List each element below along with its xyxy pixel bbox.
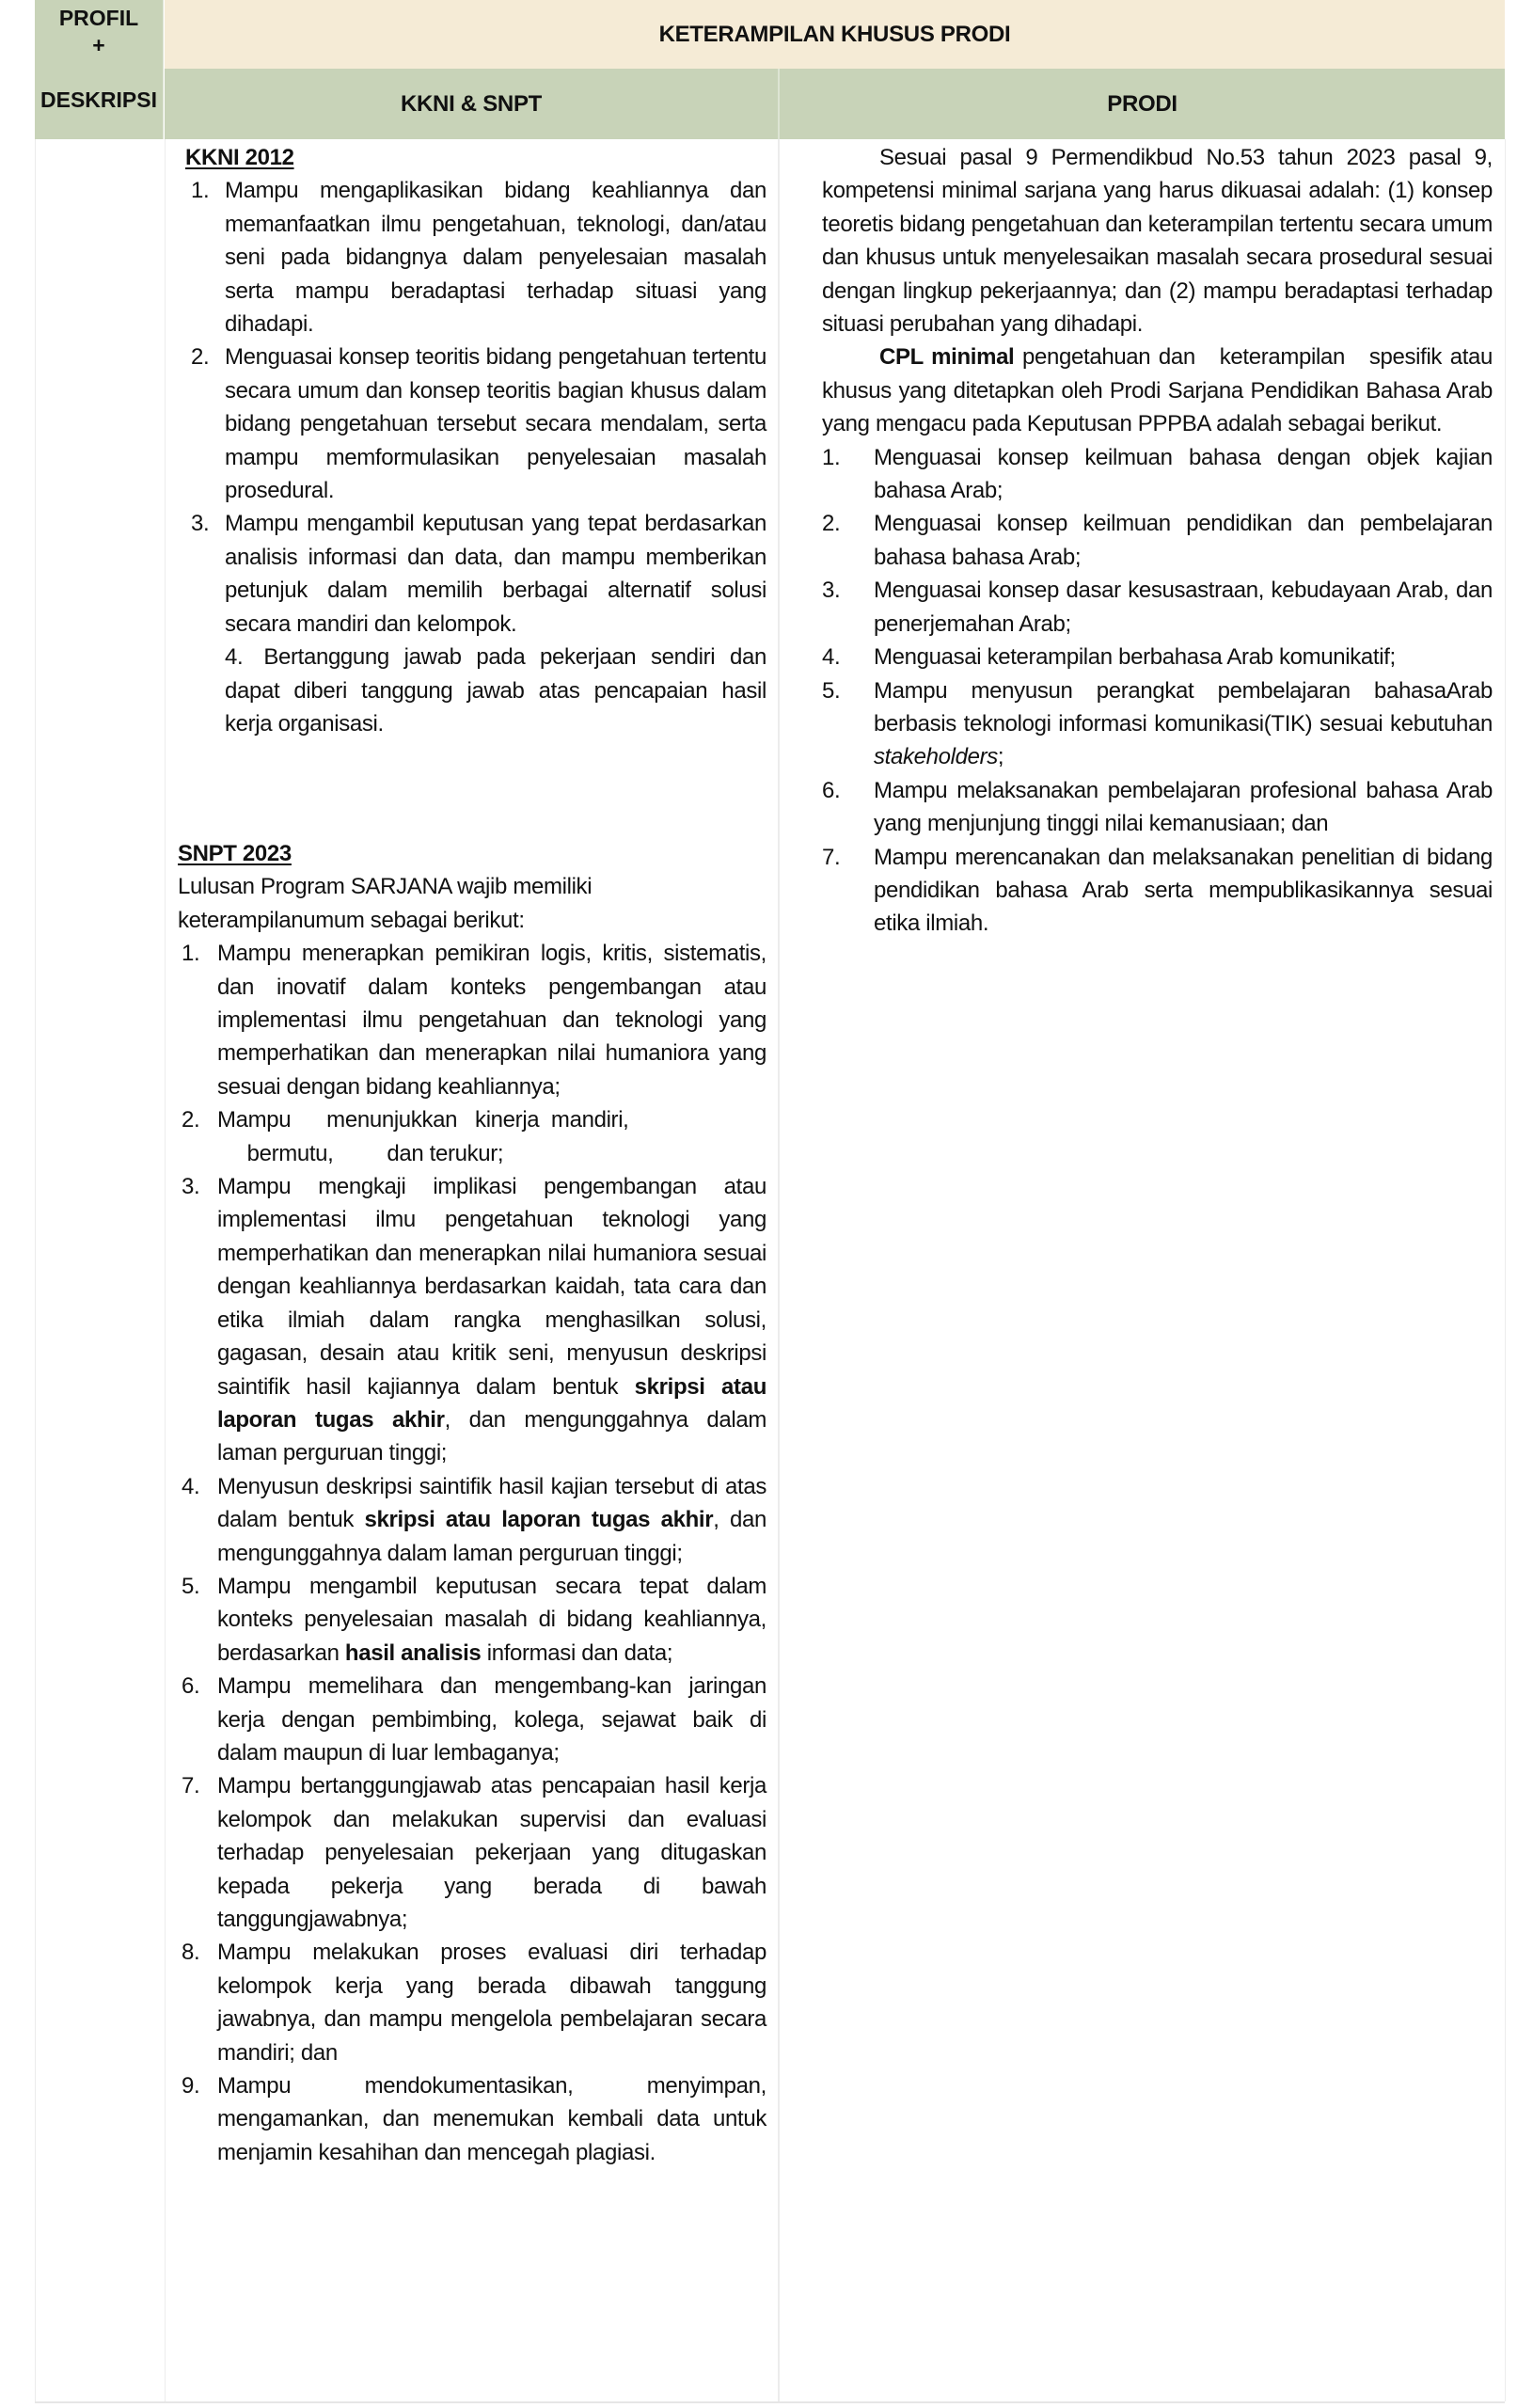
prodi-paragraph-1: Sesuai pasal 9 Permendikbud No.53 tahun 2023 pasal 9, kompetensi minimal sarjana yang harus dikuasai adalah: (1) konsep teoretis bidang pengetahuan dan keterampilan tertentu secara umum dan khusus untuk menyelesaikan masalah secara prosedural sesuai dengan lingkup pekerjaannya; dan (2) mampu beradaptasi terhadap situasi perubahan yang dihadapi. [822,145,1493,338]
header-deskripsi-label: DESKRIPSI [40,87,157,112]
prodi-list [822,441,1493,941]
item-text: Menyusun deskripsi saintifik hasil kajian tersebut di atas dalam bentuk [217,1473,766,1533]
list-item [822,574,1493,641]
list-item [822,441,1493,508]
item-text: Mampu menerapkan pemikiran logis, kritis, sistematis, dan inovatif dalam konteks pengembangan atau implementasi ilmu pengetahuan dan teknologi yang memperhatikan dan menerapkan nilai humaniora yang sesuai dengan bidang keahliannya; [217,941,766,1100]
item-text: Menguasai konsep teoritis bidang pengetahuan tertentu secara umum dan konsep teoritis bagian khusus dalam bidang pengetahuan tersebut secara mendalam, serta mampu memformulasikan penyelesaian masalah prosedural. [225,344,766,504]
item-text: Mampu merencanakan dan melaksanakan penelitian di bidang pendidikan bahasa Arab serta mempublikasikannya sesuai etika ilmiah. [874,844,1493,937]
cpl-minimal-label: CPL minimal [879,344,1015,371]
item-number: 1. [182,941,200,967]
item-text: ; [997,744,1004,770]
profil-cell [35,139,166,2401]
list-item [178,1936,766,2069]
item-number: 1. [191,178,210,204]
item-text-line2: bermutu, dan terukur; [217,1140,504,1166]
item-number: 2. [822,511,841,537]
kkni-heading: KKNI 2012 [185,145,294,170]
header-kkni-snpt: KKNI & SNPT [165,69,780,139]
kkni-list [185,174,766,740]
prodi-paragraph-2-text: pengetahuan dan keterampilan spesifik atau khusus yang ditetapkan oleh Prodi Sarjana Pendidikan Bahasa Arab yang mengacu pada Keputusan PPPBA adalah sebagai berikut. [822,344,1499,437]
item-text: , dan mengunggahnya dalam laman perguruan tinggi; [217,1406,766,1466]
list-item [822,674,1493,774]
item-text: Mampu memelihara dan mengembang-kan jaringan kerja dengan pembimbing, kolega, sejawat baik di dalam maupun di luar lembaganya; [217,1673,766,1766]
item-number: 7. [822,844,841,870]
item-number: 5. [822,677,841,704]
item-text: Menguasai konsep keilmuan pendidikan dan pembelajaran bahasa bahasa Arab; [874,511,1493,570]
item-text: Menguasai konsep keilmuan bahasa dengan objek kajian bahasa Arab; [874,444,1493,504]
item-number: 4. [182,1473,200,1499]
item-number: 6. [822,777,841,803]
item-text-italic: stakeholders [874,744,998,770]
snpt-section [178,837,766,2169]
list-item [178,937,766,1103]
item-number: 1. [822,444,841,470]
item-text: Mampu mendokumentasikan, menyimpan, mengamankan, dan menemukan kembali data untuk menjamin kesahihan dan mencegah plagiasi. [217,2073,766,2165]
item-number: 4. [822,644,841,671]
list-item [822,641,1493,673]
item-text-line1: Mampu menunjukkan kinerja mandiri, [217,1107,629,1133]
prodi-section [822,141,1499,941]
list-item [178,1470,766,1570]
header-title: KETERAMPILAN KHUSUS PRODI [165,0,1505,69]
list-item [822,507,1493,574]
item-text: Mampu mengaplikasikan bidang keahliannya dan memanfaatkan ilmu pengetahuan, teknologi, dan/atau seni pada bidangnya dalam penyelesaian masalah serta mampu beradaptasi terhadap situasi yang dihadapi. [225,178,766,338]
snpt-intro-line2: keterampilanumum sebagai berikut: [178,907,525,933]
list-item [178,1170,766,1470]
item-text: Mampu melaksanakan pembelajaran profesional bahasa Arab yang menjunjung tinggi nilai kemanusiaan; dan [874,777,1493,837]
item-text: Mampu mengambil keputusan yang tepat berdasarkan analisis informasi dan data, dan mampu memberikan petunjuk dalam memilih berbagai alternatif solusi secara mandiri dan kelompok. [225,511,766,637]
list-item [178,1670,766,1769]
item-text: Menguasai konsep dasar kesusastraan, kebudayaan Arab, dan penerjemahan Arab; [874,578,1493,637]
item-number: 6. [182,1673,200,1700]
item-number: 4. [225,644,244,671]
item-text: Menguasai keterampilan berbahasa Arab komunikatif; [874,644,1396,671]
item-number: 3. [191,511,210,537]
list-item [178,1769,766,1936]
item-text: Mampu menyusun perangkat pembelajaran bahasaArab berbasis teknologi informasi komunikasi(TIK) sesuai kebutuhan [874,677,1493,737]
item-number: 2. [191,344,210,371]
item-text: Bertanggung jawab pada pekerjaan sendiri dan dapat diberi tanggung jawab atas pencapaian hasil kerja organisasi. [225,644,766,737]
item-number: 2. [182,1107,200,1133]
list-item [822,841,1493,941]
item-text-bold: hasil analisis [344,1640,482,1666]
item-text-bold: skripsi atau laporan tugas akhir [217,1373,766,1433]
snpt-intro-line1: Lulusan Program SARJANA wajib memiliki [178,874,593,900]
header-plus-label: + [92,33,105,57]
list-item [178,1570,766,1670]
item-number: 8. [182,1940,200,1966]
item-number: 7. [182,1773,200,1799]
list-item [822,774,1493,841]
list-item [178,2069,766,2169]
list-item [185,507,766,641]
item-number: 5. [182,1573,200,1599]
keterampilan-table [35,0,1505,2403]
header-prodi: PRODI [780,69,1505,139]
list-item [185,341,766,507]
item-number: 3. [822,578,841,604]
prodi-paragraph-2 [822,341,1499,440]
item-text: , dan mengunggahnya dalam laman perguruan tinggi; [217,1507,766,1566]
item-text: Mampu melakukan proses evaluasi diri terhadap kelompok kerja yang berada dibawah tanggung jawabnya, dan mampu mengelola pembelajaran secara mandiri; dan [217,1940,766,2066]
kkni-section [185,141,766,740]
item-text: Mampu mengambil keputusan secara tepat dalam konteks penyelesaian masalah di bidang keahliannya, berdasarkan [217,1573,766,1666]
item-text: Mampu mengkaji implikasi pengembangan atau implementasi ilmu pengetahuan teknologi yang memperhatikan dan menerapkan nilai humaniora sesuai dengan keahliannya berdasarkan kaidah, tata cara dan etika ilmiah dalam rangka menghasilkan solusi, gagasan, desain atau kritik seni, menyusun deskripsi saintifik hasil kajiannya dalam bentuk [217,1174,766,1400]
item-number: 3. [182,1174,200,1200]
list-item [185,174,766,341]
item-text-bold: skripsi atau laporan tugas akhir [364,1507,714,1533]
item-text: Mampu bertanggungjawab atas pencapaian hasil kerja kelompok dan melakukan supervisi dan evaluasi terhadap penyelesaian pekerjaan yang ditugaskan kepada pekerja yang berada di bawah tanggungjawabnya; [217,1773,766,1932]
kkni-snpt-cell [165,139,780,2401]
list-item [178,1103,766,1170]
header-profil-deskripsi [35,0,164,139]
header-profil-label: PROFIL [58,6,139,30]
snpt-heading: SNPT 2023 [178,841,292,866]
prodi-cell [780,139,1506,2401]
item-number: 9. [182,2073,200,2099]
snpt-list [178,937,766,2169]
list-item [185,641,766,740]
item-text: informasi dan data; [481,1640,673,1666]
